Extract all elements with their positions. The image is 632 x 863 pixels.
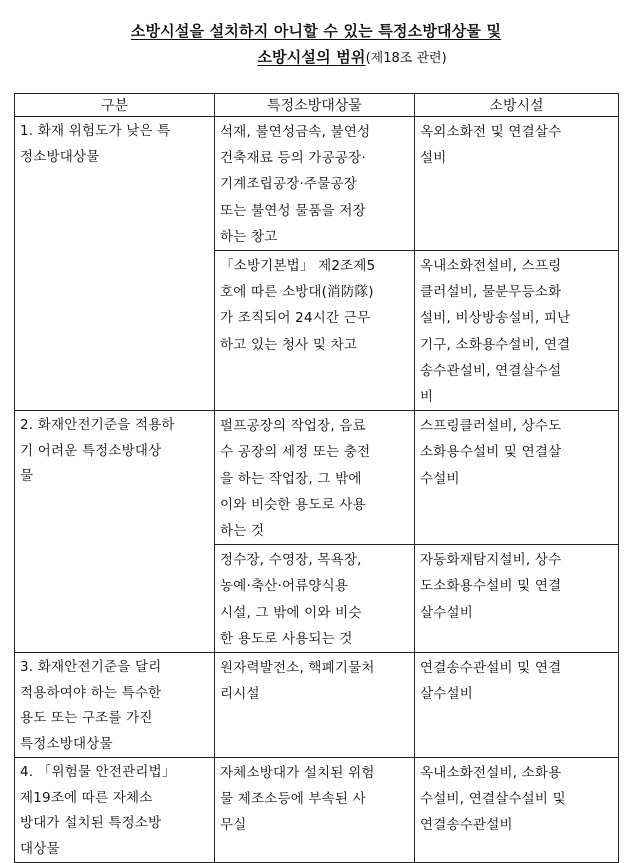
text-line: 물 bbox=[20, 468, 34, 485]
text-line: 옥내소화전설비, 스프링 bbox=[420, 258, 562, 275]
text-line: 이와 비슷한 용도로 사용 bbox=[220, 496, 366, 513]
text-line: 농예·축산·어류양식용 bbox=[220, 578, 349, 595]
object-cell bbox=[215, 117, 415, 251]
object-cell bbox=[215, 251, 415, 411]
object-cell bbox=[215, 411, 415, 545]
text-line: 기구, 소화용수설비, 연결 bbox=[420, 336, 571, 353]
text-line: 송수관설비, 연결살수설 bbox=[420, 362, 562, 379]
text-line: 물 제조소등에 부속된 사 bbox=[220, 791, 366, 808]
text-line: 하는 것 bbox=[220, 523, 265, 540]
text-line: 적용하여야 하는 특수한 bbox=[20, 684, 162, 701]
table-row bbox=[15, 758, 619, 863]
header-row bbox=[15, 94, 619, 117]
category-cell-3 bbox=[15, 653, 215, 758]
text-line: 도소화용수설비 및 연결 bbox=[420, 578, 562, 595]
text-line: 3. 화재안전기준을 달리 bbox=[20, 659, 162, 676]
text-line: 클러설비, 물분무등소화 bbox=[420, 284, 562, 301]
fire-facility-table bbox=[14, 93, 619, 863]
text-line: 자동화재탐지설비, 상수 bbox=[420, 552, 562, 569]
facility-cell bbox=[415, 117, 619, 251]
text-line: 수 공장의 세정 또는 충전 bbox=[220, 444, 371, 461]
facility-cell bbox=[415, 653, 619, 758]
category-cell-4 bbox=[15, 758, 215, 863]
text-line: 한 용도로 사용되는 것 bbox=[220, 630, 353, 647]
text-line: 무실 bbox=[220, 817, 247, 834]
text-line: 비 bbox=[420, 389, 434, 406]
text-line: 4. 「위험물 안전관리법」 bbox=[20, 764, 176, 781]
text-line: 대상물 bbox=[20, 840, 60, 857]
text-line: 「소방기본법」 제2조제5 bbox=[220, 258, 376, 275]
text-line: 펄프공장의 작업장, 음료 bbox=[220, 418, 366, 435]
title-reference: (제18조 관련) bbox=[365, 51, 447, 66]
text-line: 정수장, 수영장, 목욕장, bbox=[220, 552, 362, 569]
text-line: 설비 bbox=[420, 150, 447, 167]
category-cell-2 bbox=[15, 411, 215, 653]
text-line: 2. 화재안전기준을 적용하 bbox=[20, 417, 175, 434]
text-line: 건축재료 등의 가공공장· bbox=[220, 150, 366, 167]
text-line: 용도 또는 구조를 가진 bbox=[20, 710, 153, 727]
text-line: 제19조에 따른 자체소 bbox=[20, 789, 153, 806]
text-line: 호에 따른 소방대(消防隊) bbox=[220, 284, 374, 301]
document-title-line1 bbox=[0, 20, 632, 41]
text-line: 소화용수설비 및 연결살 bbox=[420, 444, 562, 461]
text-line: 자체소방대가 설치된 위험 bbox=[220, 765, 375, 782]
text-line: 하는 창고 bbox=[220, 228, 278, 245]
text-line: 연결송수관설비 및 연결 bbox=[420, 660, 562, 677]
text-line: 기 어려운 특정소방대상 bbox=[20, 442, 162, 459]
document-title-line2 bbox=[0, 46, 632, 67]
table-row bbox=[15, 117, 619, 251]
text-line: 설비, 비상방송설비, 피난 bbox=[420, 310, 571, 327]
text-line: 옥외소화전 및 연결살수 bbox=[420, 124, 562, 140]
text-line: 정소방대상물 bbox=[20, 148, 100, 165]
object-cell bbox=[215, 545, 415, 653]
text-line: 또는 불연성 물품을 저장 bbox=[220, 202, 366, 219]
text-line: 하고 있는 청사 및 차고 bbox=[220, 336, 358, 353]
header-facility: 소방시설 bbox=[415, 94, 619, 117]
text-line: 스프링클러설비, 상수도 bbox=[420, 418, 562, 435]
table-row bbox=[15, 653, 619, 758]
text-line: 원자력발전소, 핵폐기물처 bbox=[220, 660, 375, 677]
text-line: 수설비 bbox=[420, 470, 460, 487]
category-cell-1 bbox=[15, 117, 215, 411]
facility-cell bbox=[415, 758, 619, 863]
text-line: 가 조직되어 24시간 근무 bbox=[220, 310, 371, 327]
facility-cell bbox=[415, 251, 619, 411]
text-line: 방대가 설치된 특정소방 bbox=[20, 815, 162, 832]
text-line: 수설비, 연결살수설비 및 bbox=[420, 791, 566, 808]
text-line: 특정소방대상물 bbox=[20, 735, 113, 752]
text-line: 살수설비 bbox=[420, 686, 473, 703]
table-row bbox=[15, 411, 619, 545]
object-cell bbox=[215, 758, 415, 863]
object-cell bbox=[215, 653, 415, 758]
text-line: 석재, 불연성금속, 불연성 bbox=[220, 124, 371, 140]
title-text-1: 소방시설을 설치하지 아니할 수 있는 특정소방대상물 및 bbox=[130, 22, 502, 40]
facility-cell bbox=[415, 545, 619, 653]
title-text-2: 소방시설의 범위 bbox=[257, 48, 366, 66]
text-line: 살수설비 bbox=[420, 604, 473, 621]
header-object: 특정소방대상물 bbox=[215, 94, 415, 117]
text-line: 기계조립공장·주물공장 bbox=[220, 176, 357, 193]
text-line: 옥내소화전설비, 소화용 bbox=[420, 765, 562, 782]
text-line: 1. 화재 위험도가 낮은 특 bbox=[20, 123, 171, 139]
text-line: 리시설 bbox=[220, 686, 260, 703]
text-line: 을 하는 작업장, 그 밖에 bbox=[220, 470, 362, 487]
text-line: 시설, 그 밖에 이와 비슷 bbox=[220, 604, 362, 621]
header-category: 구분 bbox=[15, 94, 215, 117]
text-line: 연결송수관설비 bbox=[420, 817, 513, 834]
facility-cell bbox=[415, 411, 619, 545]
